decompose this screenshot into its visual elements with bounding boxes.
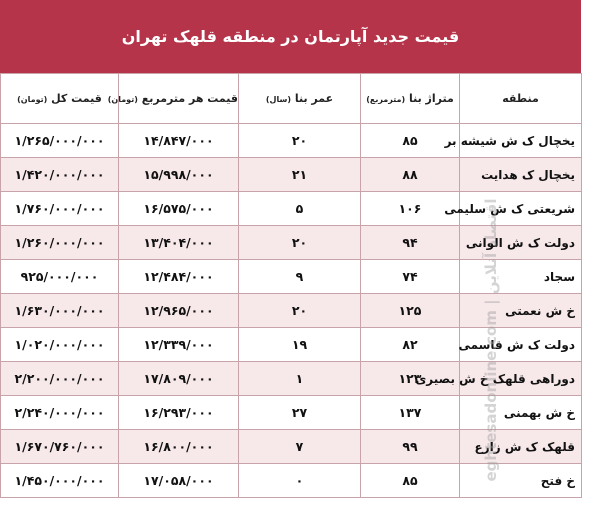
cell-area: ۸۲: [361, 328, 460, 362]
table-row: [1, 430, 582, 464]
cell-price-sqm: ۱۴/۸۴۷/۰۰۰: [119, 124, 239, 158]
cell-total: ۲/۲۴۰/۰۰۰/۰۰۰: [1, 396, 119, 430]
cell-region: دوراهی قلهک خ ش بصیری: [460, 362, 582, 396]
cell-region: خ فتح: [460, 464, 582, 498]
cell-total: ۹۲۵/۰۰۰/۰۰۰: [1, 260, 119, 294]
cell-age: ۰: [239, 464, 361, 498]
table-row: [1, 158, 582, 192]
cell-region: دولت ک ش الوانی: [460, 226, 582, 260]
cell-age: ۲۷: [239, 396, 361, 430]
cell-age: ۹: [239, 260, 361, 294]
cell-price-sqm: ۱۷/۸۰۹/۰۰۰: [119, 362, 239, 396]
cell-price-sqm: ۱۲/۳۳۹/۰۰۰: [119, 328, 239, 362]
title-bar: [0, 0, 581, 74]
cell-area: ۷۴: [361, 260, 460, 294]
header-region: منطقه: [460, 74, 582, 124]
cell-area: ۱۳۷: [361, 396, 460, 430]
cell-age: ۲۰: [239, 226, 361, 260]
cell-total: ۱/۰۲۰/۰۰۰/۰۰۰: [1, 328, 119, 362]
cell-price-sqm: ۱۲/۹۶۵/۰۰۰: [119, 294, 239, 328]
table-row: [1, 294, 582, 328]
price-table: [0, 73, 582, 498]
cell-region: شریعتی ک ش سلیمی: [460, 192, 582, 226]
cell-age: ۷: [239, 430, 361, 464]
page-title: قیمت جدید آپارتمان در منطقه قلهک تهران: [121, 27, 460, 46]
cell-age: ۲۰: [239, 294, 361, 328]
cell-price-sqm: ۱۲/۴۸۴/۰۰۰: [119, 260, 239, 294]
cell-age: ۱: [239, 362, 361, 396]
cell-total: ۱/۴۵۰/۰۰۰/۰۰۰: [1, 464, 119, 498]
cell-price-sqm: ۱۷/۰۵۸/۰۰۰: [119, 464, 239, 498]
header-total: قیمت کل (تومان): [1, 74, 119, 124]
cell-region: دولت ک ش قاسمی: [460, 328, 582, 362]
cell-area: ۱۲۵: [361, 294, 460, 328]
cell-total: ۲/۲۰۰/۰۰۰/۰۰۰: [1, 362, 119, 396]
cell-region: خ ش بهمنی: [460, 396, 582, 430]
table-row: [1, 124, 582, 158]
header-area: متراژ بنا (مترمربع): [361, 74, 460, 124]
cell-total: ۱/۷۶۰/۰۰۰/۰۰۰: [1, 192, 119, 226]
table-row: [1, 396, 582, 430]
cell-total: ۱/۶۳۰/۰۰۰/۰۰۰: [1, 294, 119, 328]
cell-area: ۸۵: [361, 124, 460, 158]
table-body: [1, 124, 582, 498]
cell-region: خ ش نعمتی: [460, 294, 582, 328]
cell-area: ۸۸: [361, 158, 460, 192]
table-row: [1, 328, 582, 362]
cell-total: ۱/۶۷۰/۷۶۰/۰۰۰: [1, 430, 119, 464]
cell-area: ۸۵: [361, 464, 460, 498]
cell-area: ۱۲۳: [361, 362, 460, 396]
header-price-sqm: قیمت هر مترمربع (تومان): [119, 74, 239, 124]
cell-area: ۹۹: [361, 430, 460, 464]
cell-region: یخچال ک هدایت: [460, 158, 582, 192]
cell-region: یخچال ک ش شیشه بر: [460, 124, 582, 158]
table-row: [1, 192, 582, 226]
cell-area: ۱۰۶: [361, 192, 460, 226]
header-age: عمر بنا (سال): [239, 74, 361, 124]
cell-total: ۱/۲۶۵/۰۰۰/۰۰۰: [1, 124, 119, 158]
cell-area: ۹۴: [361, 226, 460, 260]
table-row: [1, 260, 582, 294]
cell-age: ۲۰: [239, 124, 361, 158]
cell-region: قلهک ک ش زارع: [460, 430, 582, 464]
cell-total: ۱/۴۲۰/۰۰۰/۰۰۰: [1, 158, 119, 192]
table-row: [1, 464, 582, 498]
cell-price-sqm: ۱۳/۴۰۴/۰۰۰: [119, 226, 239, 260]
cell-price-sqm: ۱۶/۸۰۰/۰۰۰: [119, 430, 239, 464]
cell-price-sqm: ۱۶/۵۷۵/۰۰۰: [119, 192, 239, 226]
table-header-row: [1, 74, 582, 124]
table-row: [1, 362, 582, 396]
cell-age: ۱۹: [239, 328, 361, 362]
cell-age: ۵: [239, 192, 361, 226]
cell-price-sqm: ۱۵/۹۹۸/۰۰۰: [119, 158, 239, 192]
table-row: [1, 226, 582, 260]
cell-region: سجاد: [460, 260, 582, 294]
cell-total: ۱/۲۶۰/۰۰۰/۰۰۰: [1, 226, 119, 260]
cell-age: ۲۱: [239, 158, 361, 192]
cell-price-sqm: ۱۶/۲۹۳/۰۰۰: [119, 396, 239, 430]
